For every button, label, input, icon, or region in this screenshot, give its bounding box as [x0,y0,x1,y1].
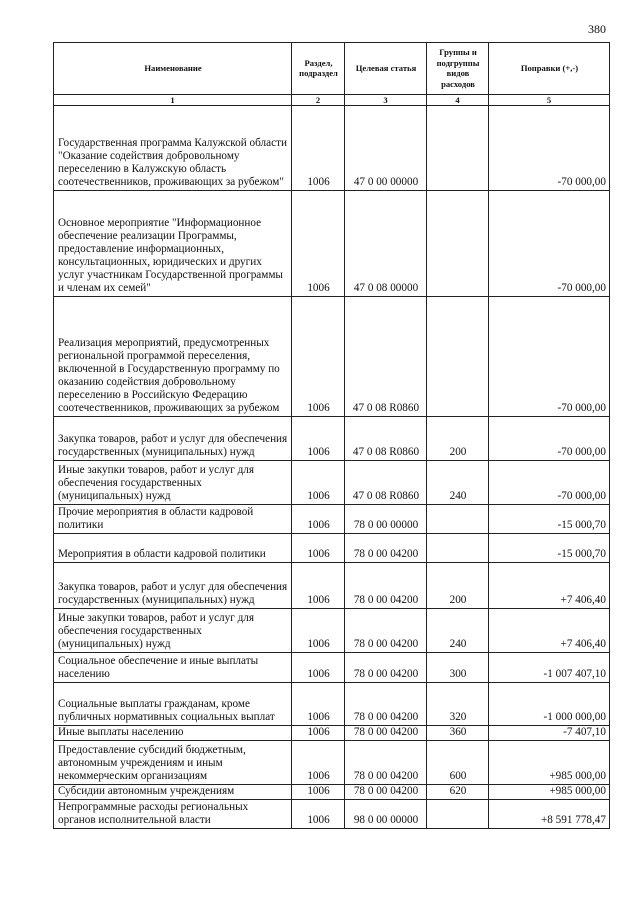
header-expense-groups: Группы и подгруппы видов расходов [427,43,489,95]
table-row [54,785,610,800]
row-name: Иные закупки товаров, работ и услуг для обеспечения государственных (муниципальных) нужд [54,461,292,505]
row-section: 1006 [292,741,345,785]
row-section: 1006 [292,785,345,800]
row-amendment: -70 000,00 [489,297,610,417]
row-amendment: -70 000,00 [489,106,610,191]
row-expense-group [427,297,489,417]
row-expense-group: 620 [427,785,489,800]
column-number: 4 [427,95,489,106]
row-amendment: -15 000,70 [489,534,610,563]
row-name: Государственная программа Калужской области "Оказание содействия добровольному переселению в Калужскую область соотечественников, проживающих за рубежом" [54,106,292,191]
row-name: Социальное обеспечение и иные выплаты населению [54,653,292,683]
row-target-article: 78 0 00 04200 [345,534,427,563]
header-row [54,43,610,95]
column-number: 2 [292,95,345,106]
row-expense-group: 240 [427,609,489,653]
row-name: Иные закупки товаров, работ и услуг для обеспечения государственных (муниципальных) нужд [54,609,292,653]
row-target-article: 78 0 00 00000 [345,505,427,534]
row-amendment: -70 000,00 [489,417,610,461]
row-section: 1006 [292,505,345,534]
row-target-article: 98 0 00 00000 [345,800,427,829]
row-amendment: -1 000 000,00 [489,683,610,726]
column-number: 3 [345,95,427,106]
row-target-article: 47 0 08 R0860 [345,461,427,505]
row-amendment: +7 406,40 [489,609,610,653]
row-amendment: +7 406,40 [489,563,610,609]
row-target-article: 47 0 08 00000 [345,191,427,297]
row-amendment: +985 000,00 [489,785,610,800]
row-target-article: 78 0 00 04200 [345,653,427,683]
row-section: 1006 [292,683,345,726]
page-number: 380 [588,22,606,36]
row-expense-group: 360 [427,726,489,741]
budget-amendments-table [53,42,610,829]
table-row [54,683,610,726]
row-expense-group [427,800,489,829]
row-name: Предоставление субсидий бюджетным, автономным учреждениям и иным некоммерческим организациям [54,741,292,785]
row-target-article: 47 0 08 R0860 [345,417,427,461]
table-row [54,417,610,461]
row-amendment: +985 000,00 [489,741,610,785]
row-name: Непрограммные расходы региональных органов исполнительной власти [54,800,292,829]
row-amendment: -15 000,70 [489,505,610,534]
table-row [54,461,610,505]
column-number: 1 [54,95,292,106]
row-expense-group: 200 [427,417,489,461]
row-target-article: 78 0 00 04200 [345,563,427,609]
row-expense-group [427,191,489,297]
row-name: Мероприятия в области кадровой политики [54,534,292,563]
table-row [54,653,610,683]
header-name: Наименование [54,43,292,95]
header-section: Раздел, подраздел [292,43,345,95]
row-amendment: +8 591 778,47 [489,800,610,829]
row-name: Иные выплаты населению [54,726,292,741]
row-target-article: 78 0 00 04200 [345,741,427,785]
table-row [54,106,610,191]
row-name: Закупка товаров, работ и услуг для обеспечения государственных (муниципальных) нужд [54,563,292,609]
row-target-article: 78 0 00 04200 [345,609,427,653]
table-row [54,297,610,417]
table-row [54,505,610,534]
row-expense-group: 200 [427,563,489,609]
row-name: Закупка товаров, работ и услуг для обеспечения государственных (муниципальных) нужд [54,417,292,461]
table-row [54,726,610,741]
row-expense-group: 320 [427,683,489,726]
column-number-row [54,95,610,106]
row-target-article: 47 0 08 R0860 [345,297,427,417]
header-amendments: Поправки (+,-) [489,43,610,95]
row-amendment: -70 000,00 [489,461,610,505]
row-amendment: -7 407,10 [489,726,610,741]
row-name: Прочие мероприятия в области кадровой политики [54,505,292,534]
row-expense-group: 300 [427,653,489,683]
row-name: Субсидии автономным учреждениям [54,785,292,800]
row-section: 1006 [292,653,345,683]
column-number: 5 [489,95,610,106]
row-section: 1006 [292,417,345,461]
table-row [54,191,610,297]
row-name: Основное мероприятие "Информационное обеспечение реализации Программы, предоставление информационных, консультационных, юридических и других услуг участникам Государственной программы и членам их семей" [54,191,292,297]
row-target-article: 47 0 00 00000 [345,106,427,191]
row-section: 1006 [292,726,345,741]
row-section: 1006 [292,461,345,505]
row-target-article: 78 0 00 04200 [345,785,427,800]
row-expense-group: 240 [427,461,489,505]
table-row [54,609,610,653]
row-name: Социальные выплаты гражданам, кроме публичных нормативных социальных выплат [54,683,292,726]
row-expense-group [427,534,489,563]
row-amendment: -1 007 407,10 [489,653,610,683]
row-section: 1006 [292,563,345,609]
row-target-article: 78 0 00 04200 [345,726,427,741]
table-row [54,800,610,829]
table-row [54,563,610,609]
row-expense-group [427,106,489,191]
table-row [54,741,610,785]
row-section: 1006 [292,191,345,297]
row-section: 1006 [292,534,345,563]
row-name: Реализация мероприятий, предусмотренных региональной программой переселения, включенной в Государственную программу по оказанию содействия добровольному переселению в Российскую Федерацию соотечественников, проживающих за рубежом [54,297,292,417]
row-section: 1006 [292,609,345,653]
row-target-article: 78 0 00 04200 [345,683,427,726]
row-section: 1006 [292,800,345,829]
row-section: 1006 [292,106,345,191]
row-section: 1006 [292,297,345,417]
row-expense-group: 600 [427,741,489,785]
row-expense-group [427,505,489,534]
header-target-article: Целевая статья [345,43,427,95]
row-amendment: -70 000,00 [489,191,610,297]
table-row [54,534,610,563]
